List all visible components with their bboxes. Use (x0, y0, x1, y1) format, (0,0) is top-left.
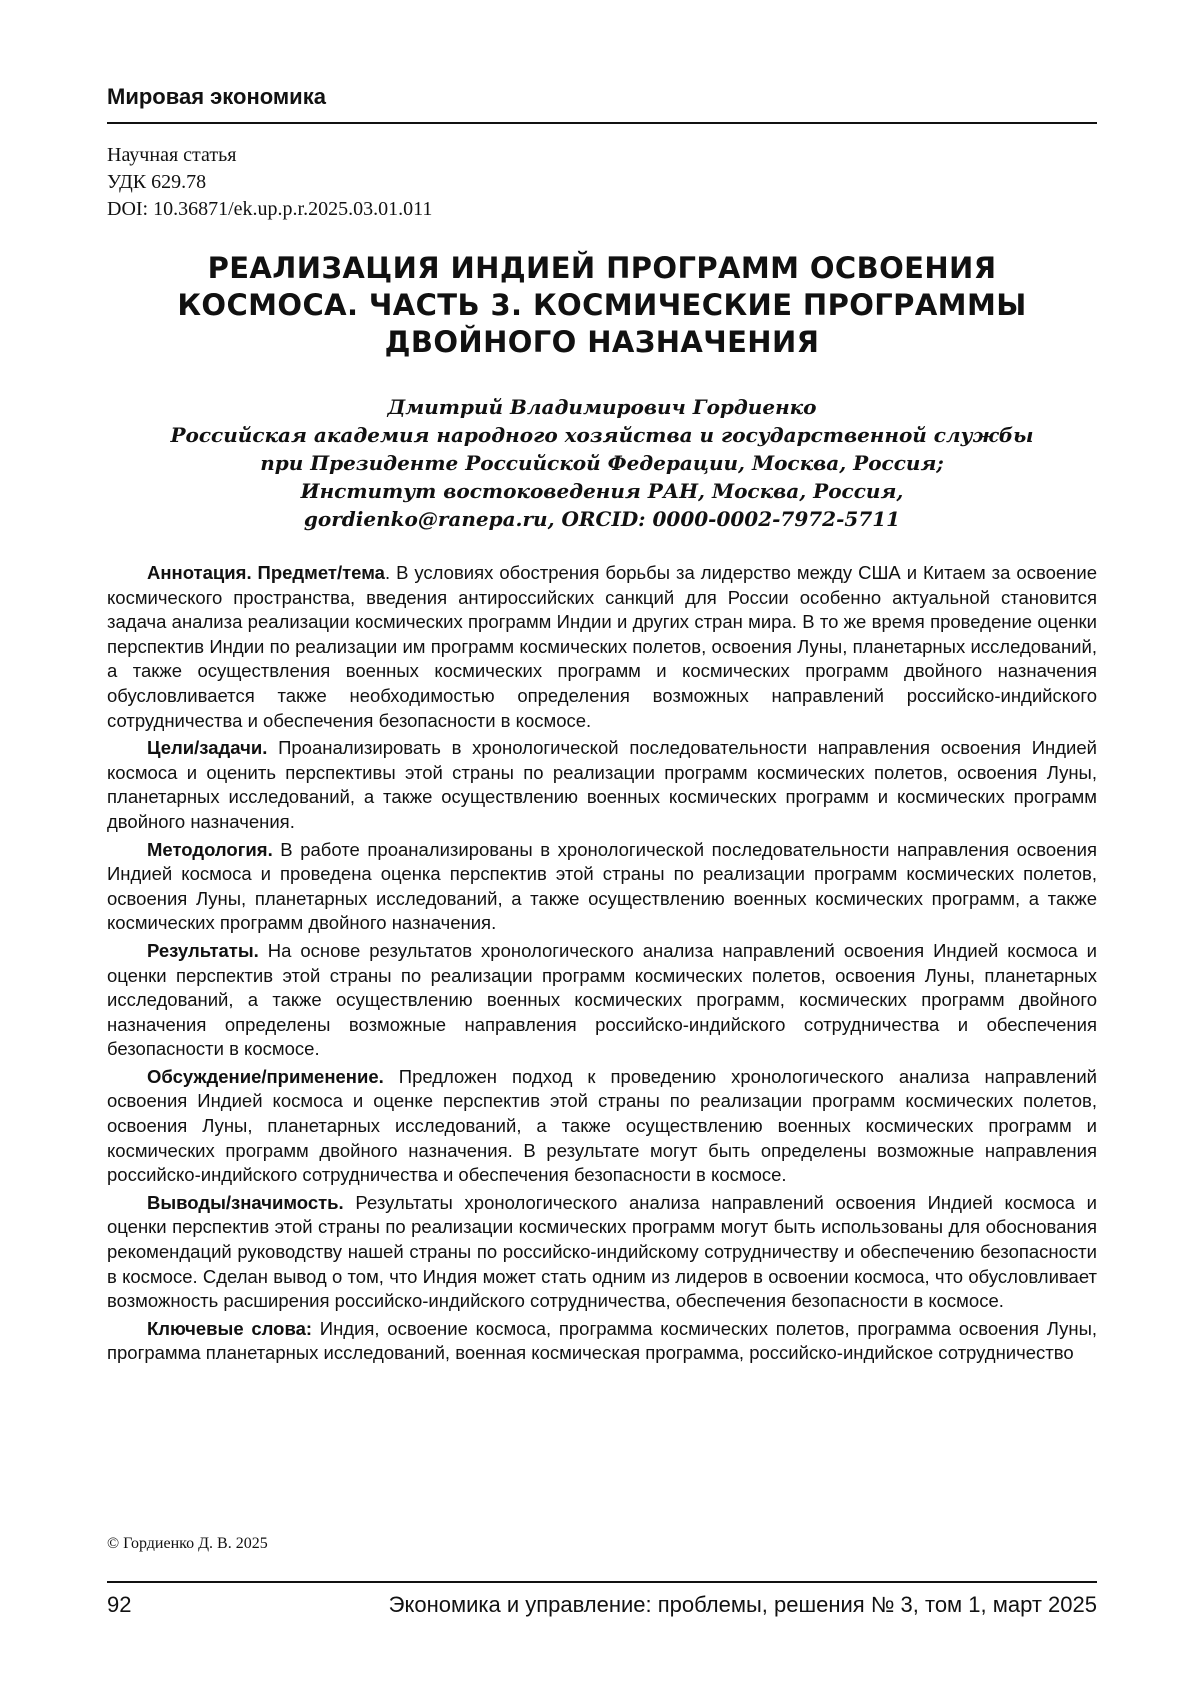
abstract-label: Выводы/значимость. (147, 1191, 344, 1213)
footer-rule (107, 1581, 1097, 1583)
doi-link[interactable]: DOI: 10.36871/ek.up.p.r.2025.03.01.011 (107, 198, 433, 220)
abstract-text: Предложен подход к проведению хронологического анализа направлений освоения Индией космоса и оценке перспектив этой страны по реализации программ космических полетов, освоения Луны, планетарных исследований, а также осуществлению военных космических программ и космических программ двойного назначения. В результате могут быть определены возможные направления российско-индийского сотрудничества и обеспечения безопасности в космосе. (107, 1065, 1097, 1186)
abstract-goals (107, 736, 1097, 834)
abstract-label: Аннотация. Предмет/тема (147, 562, 385, 583)
author-contact[interactable]: gordienko@ranepa.ru, ORCID: 0000-0002-7972-5711 (303, 507, 901, 531)
article-type: Научная статья (107, 144, 237, 166)
title-line: РЕАЛИЗАЦИЯ ИНДИЕЙ ПРОГРАММ ОСВОЕНИЯ (207, 251, 997, 285)
abstract-subject (107, 561, 1097, 733)
abstract-label: Цели/задачи. (147, 737, 268, 759)
article-meta (107, 142, 432, 223)
author-block (107, 393, 1097, 533)
author-name: Дмитрий Владимирович Гордиенко (387, 395, 817, 419)
author-affiliation: при Президенте Российской Федерации, Москва, Россия; (260, 451, 944, 475)
abstract-text: Результаты хронологического анализа направлений освоения Индией космоса и оценки перспектив этой страны по реализации космических программ могут быть использованы для обоснования рекомендаций руководству нашей страны по российско-индийскому сотрудничеству и обеспечению безопасности в космосе. Сделан вывод о том, что Индия может стать одним из лидеров в освоении космоса, что обусловливает возможность расширения российско-индийского сотрудничества, обеспечения безопасности в космосе. (107, 1191, 1097, 1312)
abstract-label: Ключевые слова: (147, 1317, 313, 1339)
abstract (107, 561, 1097, 1369)
abstract-label: Обсуждение/применение. (147, 1065, 384, 1087)
abstract-conclusions (107, 1191, 1097, 1314)
section-heading: Мировая экономика (107, 84, 326, 109)
author-affiliation: Институт востоковедения РАН, Москва, Россия, (300, 479, 904, 503)
abstract-text: На основе результатов хронологического анализа направлений освоения Индией космоса и оценки перспектив этой страны по реализации программ космических полетов, освоения Луны, планетарных исследований, а также осуществлению военных космических программ, космических программ двойного назначения определены возможные направления российско-индийского сотрудничества и обеспечения безопасности в космосе. (107, 939, 1097, 1060)
title-line: ДВОЙНОГО НАЗНАЧЕНИЯ (384, 325, 820, 359)
article-title (107, 250, 1097, 361)
journal-info: Экономика и управление: проблемы, решения № 3, том 1, март 2025 (388, 1592, 1097, 1617)
copyright-notice: © Гордиенко Д. В. 2025 (107, 1535, 268, 1552)
title-line: КОСМОСА. ЧАСТЬ 3. КОСМИЧЕСКИЕ ПРОГРАММЫ (177, 288, 1027, 322)
abstract-text: . В условиях обострения борьбы за лидерство между США и Китаем за освоение космического пространства, введения антироссийских санкций для России особенно актуальной становится задача анализа реализации космических программ Индии и других стран мира. В то же время проведение оценки перспектив Индии по реализации им программ космических полетов, освоения Луны, планетарных исследований, а также осуществления военных космических программ и космических программ двойного назначения обусловливается также необходимостью определения возможных направлений российско-индийского сотрудничества и обеспечения безопасности в космосе. (107, 562, 1097, 731)
abstract-label: Методология. (147, 838, 273, 860)
page-number: 92 (107, 1592, 132, 1617)
author-affiliation: Российская академия народного хозяйства и государственной службы (170, 423, 1034, 447)
abstract-text: Индия, освоение космоса, программа космических полетов, программа освоения Луны, программа планетарных исследований, военная космическая программа, российско-индийское сотрудничество (107, 1317, 1098, 1364)
page-footer (107, 1592, 1097, 1624)
abstract-methodology (107, 838, 1097, 936)
abstract-discussion (107, 1065, 1097, 1188)
abstract-results (107, 939, 1097, 1062)
abstract-text: Проанализировать в хронологической последовательности направления освоения Индией космоса и оценить перспективы этой страны по реализации программ космических полетов, освоения Луны, планетарных исследований, а также осуществлению военных космических программ и космических программ двойного назначения. (107, 737, 1097, 832)
abstract-keywords (107, 1317, 1097, 1366)
abstract-label: Результаты. (147, 939, 259, 961)
header-rule (107, 122, 1097, 124)
udk-code: УДК 629.78 (107, 171, 207, 193)
abstract-text: В работе проанализированы в хронологической последовательности направления освоения Индией космоса и проведена оценка перспектив этой страны по реализации программ космических полетов, освоения Луны, планетарных исследований, а также осуществлению военных космических программ, а также космических программ двойного назначения. (107, 838, 1097, 934)
